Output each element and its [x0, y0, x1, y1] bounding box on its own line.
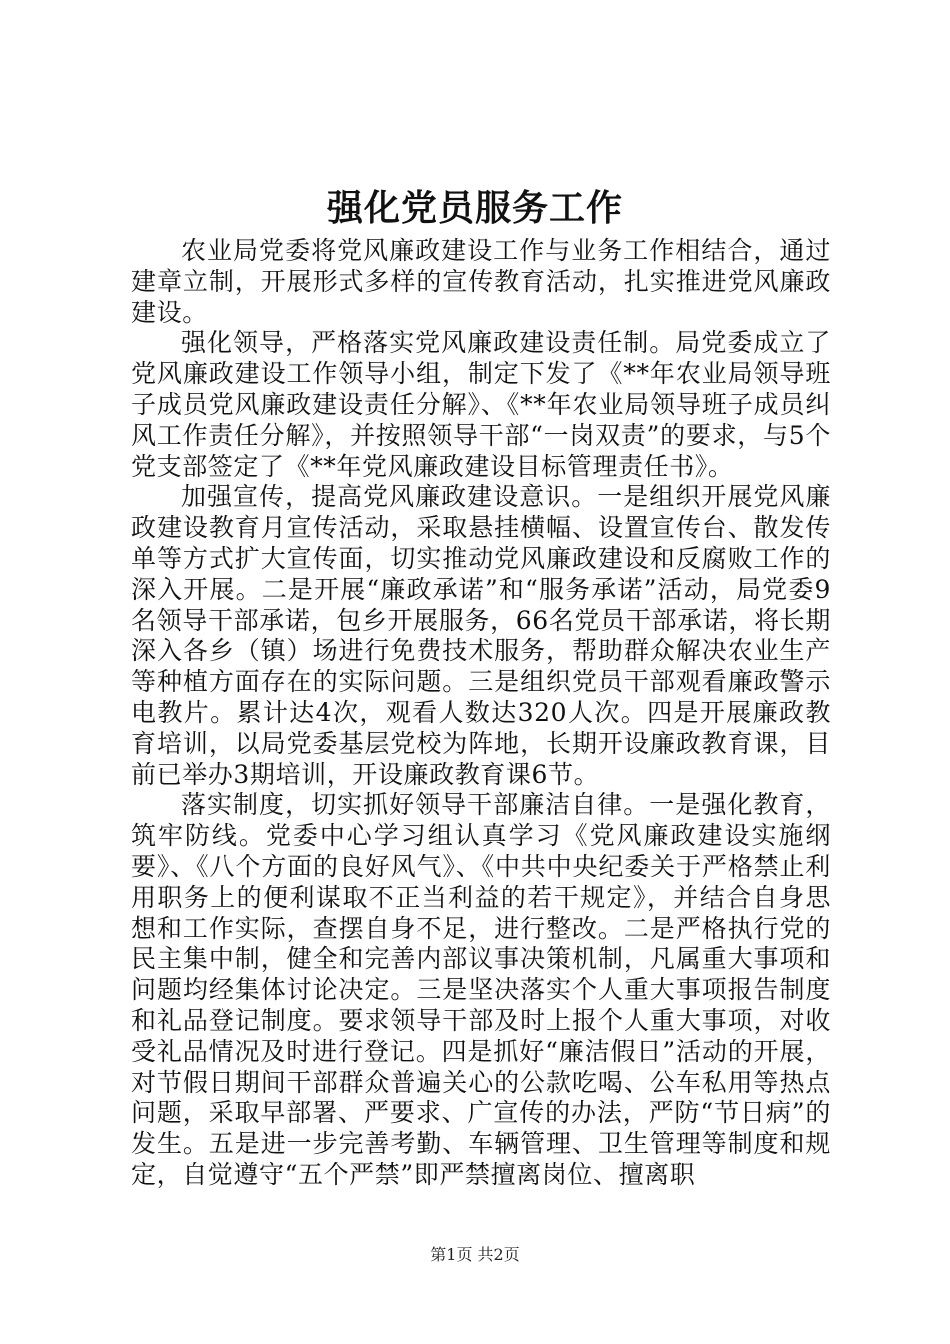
paragraph-publicity: 加强宣传，提高党风廉政建设意识。一是组织开展党风廉政建设教育月宣传活动，采取悬挂横幅、设置宣传台、散发传单等方式扩大宣传面，切实推动党风廉政建设和反腐败工作的深入开展。二是开展“廉政承诺”和“服务承诺”活动，局党委9名领导干部承诺，包乡开展服务，66名党员干部承诺，将长期深入各乡（镇）场进行免费技术服务，帮助群众解决农业生产等种植方面存在的实际问题。三是组织党员干部观看廉政警示电教片。累计达4次，观看人数达320人次。四是开展廉政教育培训，以局党委基层党校为阵地，长期开设廉政教育课，目前已举办3期培训，开设廉政教育课6节。	[131, 482, 831, 789]
document-body	[131, 236, 831, 1191]
paragraph-leadership: 强化领导，严格落实党风廉政建设责任制。局党委成立了党风廉政建设工作领导小组，制定下发了《**年农业局领导班子成员党风廉政建设责任分解》、《**年农业局领导班子成员纠风工作责任分解》，并按照领导干部“一岗双责”的要求，与5个党支部签定了《**年党风廉政建设目标管理责任书》。	[131, 328, 831, 481]
paragraph-system: 落实制度，切实抓好领导干部廉洁自律。一是强化教育，筑牢防线。党委中心学习组认真学习《党风廉政建设实施纲要》、《八个方面的良好风气》、《中共中央纪委关于严格禁止利用职务上的便利谋取不正当利益的若干规定》，并结合自身思想和工作实际，查摆自身不足，进行整改。二是严格执行党的民主集中制，健全和完善内部议事决策机制，凡属重大事项和问题均经集体讨论决定。三是坚决落实个人重大事项报告制度和礼品登记制度。要求领导干部及时上报个人重大事项，对收受礼品情况及时进行登记。四是抓好“廉洁假日”活动的开展，对节假日期间干部群众普遍关心的公款吃喝、公车私用等热点问题，采取早部署、严要求、广宣传的办法，严防“节日病”的发生。五是进一步完善考勤、车辆管理、卫生管理等制度和规定，自觉遵守“五个严禁”即严禁擅离岗位、擅离职	[131, 790, 831, 1189]
paragraph-intro: 农业局党委将党风廉政建设工作与业务工作相结合，通过建章立制，开展形式多样的宣传教育活动，扎实推进党风廉政建设。	[131, 236, 831, 327]
page-footer: 第1页 共2页	[430, 1245, 520, 1264]
document-title: 强化党员服务工作	[326, 187, 623, 229]
